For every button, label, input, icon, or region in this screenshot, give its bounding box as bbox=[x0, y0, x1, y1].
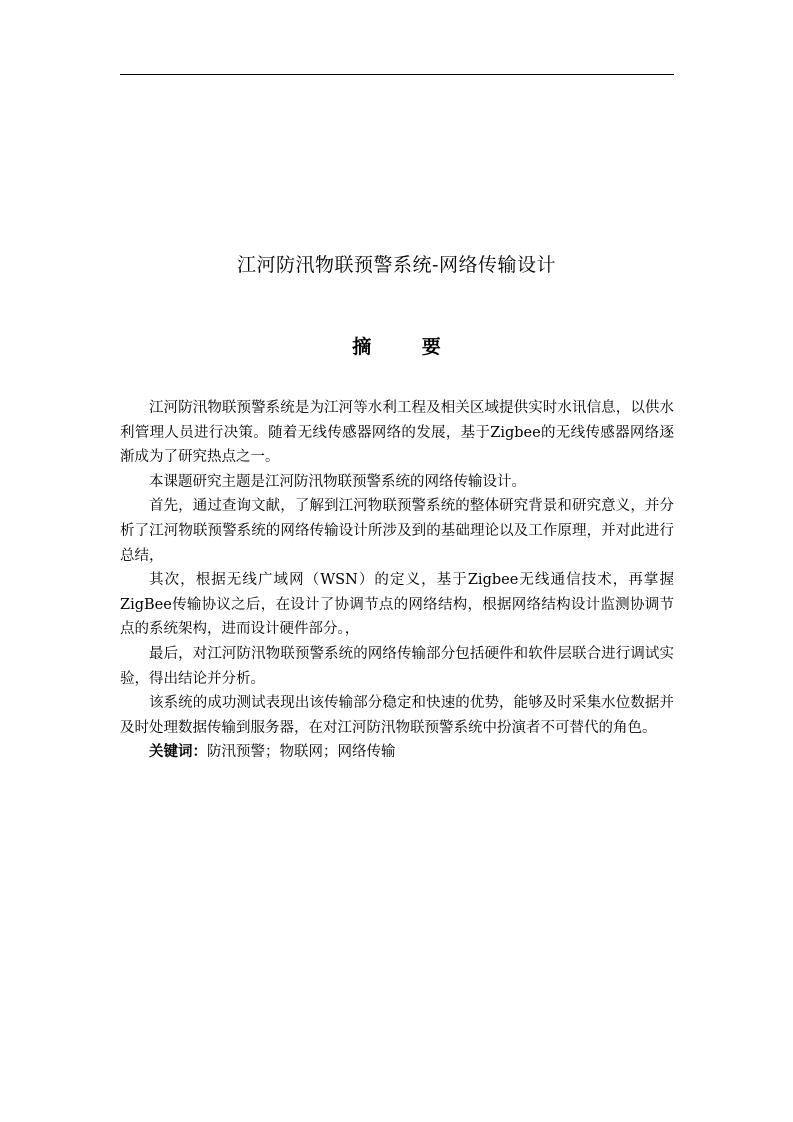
keywords-line bbox=[120, 740, 674, 765]
abstract-paragraph: 首先，通过查询文献，了解到江河物联预警系统的整体研究背景和研究意义，并分析了江河物联预警系统的网络传输设计所涉及到的基础理论以及工作原理，并对此进行总结， bbox=[120, 498, 674, 564]
abstract-paragraph: 本课题研究主题是江河防汛物联预警系统的网络传输设计。 bbox=[149, 473, 526, 490]
document-title: 江河防汛物联预警系统-网络传输设计 bbox=[237, 254, 556, 276]
abstract-body bbox=[120, 396, 674, 765]
abstract-paragraph: 其次，根据无线广域网（WSN）的定义，基于Zigbee无线通信技术，再掌握ZigBee传输协议之后，在设计了协调节点的网络结构，根据网络结构设计监测协调节点的系统架构，进而设计硬件部分。， bbox=[120, 572, 674, 638]
keywords-label: 关键词： bbox=[149, 743, 207, 761]
keywords-text: 防汛预警；物联网；网络传输 bbox=[207, 744, 396, 761]
header-rule bbox=[120, 74, 674, 75]
abstract-paragraph: 最后，对江河防汛物联预警系统的网络传输部分包括硬件和软件层联合进行调试实验，得出结论并分析。 bbox=[120, 645, 674, 687]
abstract-paragraph: 该系统的成功测试表现出该传输部分稳定和快速的优势，能够及时采集水位数据并及时处理数据传输到服务器，在对江河防汛物联预警系统中扮演者不可替代的角色。 bbox=[120, 695, 674, 736]
abstract-heading: 摘 要 bbox=[352, 336, 463, 358]
abstract-paragraph: 江河防汛物联预警系统是为江河等水利工程及相关区域提供实时水讯信息，以供水利管理人员进行决策。随着无线传感器网络的发展，基于Zigbee的无线传感器网络逐渐成为了研究热点之一。 bbox=[120, 400, 674, 466]
